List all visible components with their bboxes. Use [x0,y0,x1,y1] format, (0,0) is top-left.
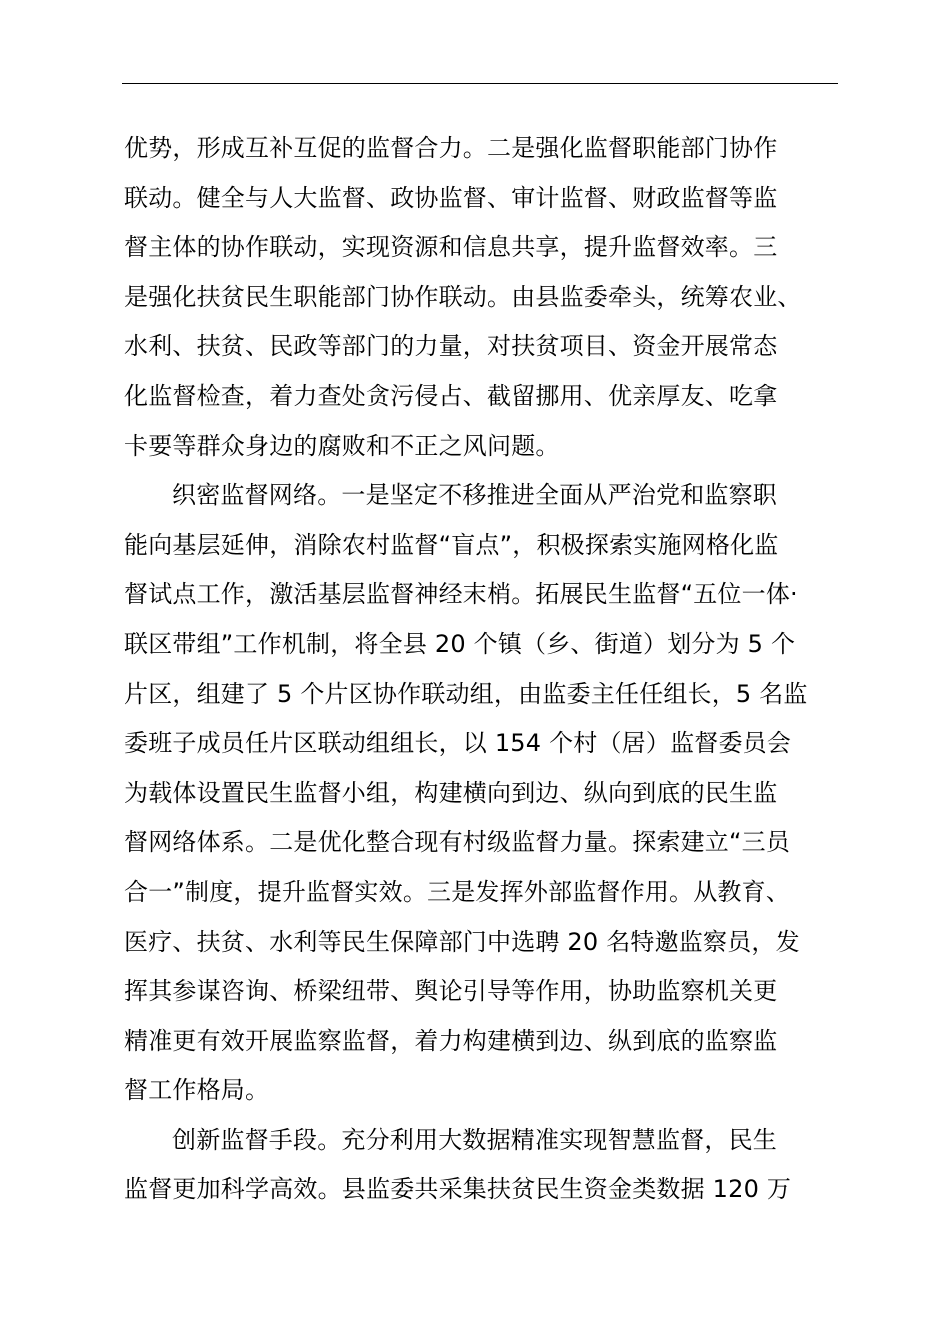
text-line: 医疗、扶贫、水利等民生保障部门中选聘 20 名特邀监察员，发 [124,927,800,956]
text-line: 督网络体系。二是优化整合现有村级监督力量。探索建立“三员 [124,828,791,857]
document-body [124,124,840,1215]
text-line: 能向基层延伸，消除农村监督“盲点”，积极探索实施网格化监 [124,530,779,559]
text-line: 为载体设置民生监督小组，构建横向到边、纵向到底的民生监 [124,778,778,807]
text-line: 挥其参谋咨询、桥梁纽带、舆论引导等作用，协助监察机关更 [124,977,778,1006]
text-line: 卡要等群众身边的腐败和不正之风问题。 [124,431,560,460]
text-line: 督试点工作，激活基层监督神经末梢。拓展民生监督“五位一体· [124,580,798,609]
text-line: 联区带组”工作机制，将全县 20 个镇（乡、街道）划分为 5 个 [124,629,796,658]
text-line: 精准更有效开展监察监督，着力构建横到边、纵到底的监察监 [124,1026,778,1055]
text-line: 督主体的协作联动，实现资源和信息共享，提升监督效率。三 [124,233,778,262]
text-line: 片区，组建了 5 个片区协作联动组，由监委主任任组长，5 名监 [124,679,808,708]
text-line-first: 创新监督手段。充分利用大数据精准实现智慧监督，民生 [172,1125,777,1154]
text-line: 合一”制度，提升监督实效。三是发挥外部监督作用。从教育、 [124,877,791,906]
text-line: 联动。健全与人大监督、政协监督、审计监督、财政监督等监 [124,183,778,212]
paragraph-collaboration [124,124,840,471]
text-line: 化监督检查，着力查处贪污侵占、截留挪用、优亲厚友、吃拿 [124,381,778,410]
header-rule [122,83,838,84]
text-line: 是强化扶贫民生职能部门协作联动。由县监委牵头，统筹农业、 [124,282,802,311]
text-line: 优势，形成互补互促的监督合力。二是强化监督职能部门协作 [124,134,778,162]
text-line: 水利、扶贫、民政等部门的力量，对扶贫项目、资金开展常态 [124,332,778,361]
text-line: 委班子成员任片区联动组组长，以 154 个村（居）监督委员会 [124,729,792,758]
text-line: 监督更加科学高效。县监委共采集扶贫民生资金类数据 120 万 [124,1175,792,1204]
paragraph-innovation [124,1116,840,1215]
paragraph-network [124,471,840,1116]
text-line: 督工作格局。 [124,1076,270,1105]
text-line-first: 织密监督网络。一是坚定不移推进全面从严治党和监察职 [172,481,777,510]
